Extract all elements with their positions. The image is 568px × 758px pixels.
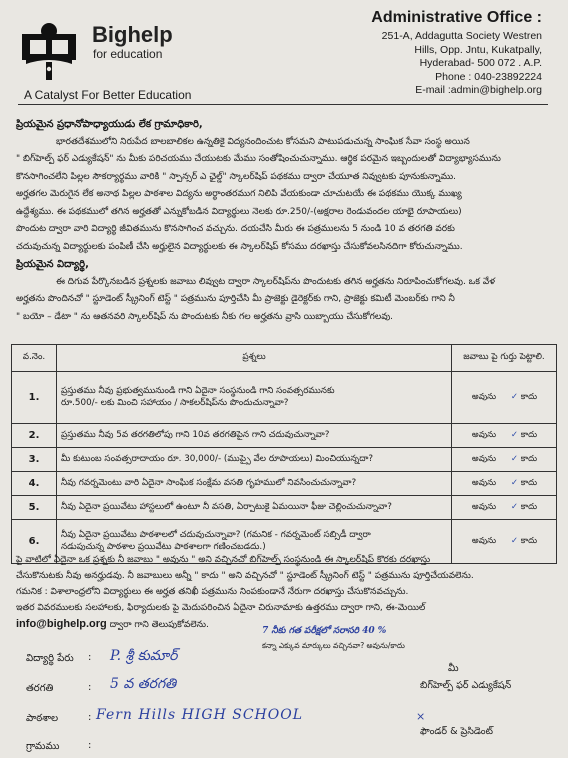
village-label: గ్రామము xyxy=(26,741,60,752)
colon: : xyxy=(88,740,92,751)
no-option xyxy=(504,392,544,404)
table-row xyxy=(12,424,557,448)
yes-option: అవును xyxy=(471,429,497,440)
check-mark-icon: ✓ xyxy=(510,429,519,440)
no-label: కాదు xyxy=(520,391,538,402)
no-label: కాదు xyxy=(520,535,538,546)
table-header-row xyxy=(12,345,557,372)
footer-line: ఇతర వివరములకు సలహాలకు, ఫిర్యాదులకు పై మెదుపరించిన ఏదైనా చిరునామాకు ఉత్తరము ద్వారా గాని, ఈ-మెయిల్ xyxy=(16,603,426,613)
row-question: ప్రస్తుతము నీవు 5వ తరగతిలోపు గాని 10వ తరగతిపైన గాని చదువుచున్నావా? xyxy=(57,424,452,448)
tagline: A Catalyst For Better Education xyxy=(24,88,192,102)
school-label: పాఠశాల xyxy=(26,713,59,724)
bighelp-logo xyxy=(18,20,80,82)
colon: : xyxy=(88,682,92,693)
class-label: తరగతి xyxy=(26,683,54,694)
footer-line: చేసుకొనుటకు నీవు అనర్హుడవు. నీ జవాబులు అన్నీ " కాదు " అని వచ్చినచో " స్టూడెంట్ స్క్రీనింగ్ టెస్ట్ " పత్రమును పూర్తిచేయవలెను. xyxy=(16,571,474,581)
address-line: Hills, Opp. Jntu, Kukatpally, xyxy=(414,43,542,56)
check-mark-icon: ✓ xyxy=(510,477,519,488)
office-title: Administrative Office : xyxy=(371,9,542,26)
row-number: 2. xyxy=(12,424,57,448)
colon: : xyxy=(88,652,92,663)
row-number: 5. xyxy=(12,496,57,520)
no-option xyxy=(504,430,544,442)
table-row xyxy=(12,372,557,424)
no-option xyxy=(504,502,544,514)
no-label: కాదు xyxy=(520,501,538,512)
phone: Phone : 040-23892224 xyxy=(435,70,542,83)
row-number: 4. xyxy=(12,472,57,496)
answer-cell[interactable] xyxy=(452,496,557,520)
yes-option: అవును xyxy=(471,477,497,488)
row-question: నీవు ఏదైనా ప్రయివేటు హాస్టలులో ఉంటూ నీ వసతి, ఏర్పాటుకై ఏమయినా ఫీజు చెల్లించుచున్నావా? xyxy=(57,496,452,520)
greeting-student: ప్రియమైన విద్యార్థి, xyxy=(16,259,89,270)
header-divider xyxy=(18,104,548,105)
letter-section-1 xyxy=(16,116,548,326)
brand-sub: for education xyxy=(93,47,163,61)
question-line: నీవు ఏదైనా ప్రయివేటు పాఠశాలలో చదువుచున్నావా? (గమనిక - గవర్నమెంట్ సబ్సిడీ ద్వారా xyxy=(61,529,371,540)
contact-suffix: ద్వారా గాని తెలుపుకోవలెను. xyxy=(109,620,209,630)
letter-line: ఈ దిగువ పేర్కొనబడిన ప్రశ్నలకు జవాబు లివ్వుట ద్వారా స్కాలర్‌షిప్‌ను పొందుటకు తగిన అర్హతను నిరూపించుకోగలవు. ఒక వేళ xyxy=(56,276,496,287)
question-line: నడుపుచున్న పాఠశాల ప్రయివేటు పాఠశాలగా గణించబడదు.) xyxy=(61,541,266,552)
letter-line: అర్హతగల మెరుగైన లేక అనాథ పిల్లల పాఠశాల విద్యను అర్థాంతరముగ నిలిపి వేయకుండా చూచుటయే ఈ పథకము యొక్క ముఖ్య xyxy=(16,189,462,199)
colon: : xyxy=(88,712,92,723)
yes-option: అవును xyxy=(471,391,497,402)
letter-line: పొందుట ద్వారా వారి విద్యార్థి జీవితమును కొనసాగించ వచ్చును. దయచేసి మీరు ఈ పత్రములను 5 నుండి 10 వ తరగతి వరకు xyxy=(16,224,455,234)
signature-mark: × xyxy=(416,710,426,723)
no-option xyxy=(504,478,544,490)
question-line: రూ.500/- లకు మించి సహాయం / సాకలర్‌షిప్‌ను పొందుచున్నావా? xyxy=(61,397,289,408)
no-label: కాదు xyxy=(520,477,538,488)
letter-line: కొనసాగించలేని పిల్లల సౌకర్యార్థము వారికి " స్పాన్సర్ ఎ ఛైల్డ్" స్కాలర్‌షిప్ పథకము ద్వారా చేయూత నివ్వుటకు పూనుకున్నాము. xyxy=(16,171,457,182)
row-question xyxy=(57,372,452,424)
handwritten-question: 7 నీకు గత పరీక్షలో సరాసరి 40 % xyxy=(262,626,387,636)
contact-email[interactable]: info@bighelp.org xyxy=(16,618,107,630)
answer-cell[interactable] xyxy=(452,472,557,496)
brand-name: Bighelp xyxy=(92,22,173,47)
address-line: 251-A, Addagutta Society Westren xyxy=(381,30,542,42)
footer-line: పై వాటిలో ఏదైనా ఒక ప్రశ్నకు నీ జవాబు " అవును " అని వచ్చినచో బిగ్‌హెల్ప్ సంస్థనుండి ఈ స్కాలర్‌షిప్ కొరకు దరఖాస్తు xyxy=(16,555,431,565)
row-number: 1. xyxy=(12,372,57,424)
yes-option: అవును xyxy=(471,535,497,546)
col-number: వ.నెం. xyxy=(12,345,57,372)
office-address xyxy=(382,30,542,98)
col-answer: జవాబు పై గుర్తు పెట్టాలి. xyxy=(452,345,557,372)
name-label: విద్యార్థి పేరు xyxy=(26,653,74,664)
table-row xyxy=(12,472,557,496)
col-question: ప్రశ్నలు xyxy=(57,345,452,372)
class-field[interactable]: 5 వ తరగతి xyxy=(110,676,177,692)
letter-line: " బిగ్‌హెల్ప్ ఫర్ ఎడ్యుకేషన్" ను మీకు పరిచయము చేయుటకు మేము సంతోషించుచున్నాము. ఆర్థిక పరమైన ఇబ్బందులతో విద్యాభ్యాసమును xyxy=(16,154,501,164)
letter-line: భారతదేశములోని నిరుపేద బాలబాలికల ఉన్నతికై విద్యనందించుట కోసమని పాటుపడుచున్న సాంఘిక సేవా సంస్థ అయిన xyxy=(56,136,470,147)
table-row xyxy=(12,496,557,520)
row-question: నీవు గవర్నమెంటు వారి ఏదైనా సాంఘిక సంక్షేమ వసతి గృహములో నివసించుచున్నావా? xyxy=(57,472,452,496)
sign-off-title: ఫౌండర్ & ప్రెసిడెంట్ xyxy=(420,726,493,737)
no-label: కాదు xyxy=(520,453,538,464)
answer-cell[interactable] xyxy=(452,372,557,424)
check-mark-icon: ✓ xyxy=(510,453,519,464)
row-number: 6. xyxy=(12,520,57,564)
marks-question: కన్నా ఎక్కువ మార్కులు వచ్చినవా? అవును/కాదు xyxy=(262,641,405,650)
name-field[interactable]: P. శ్రీ కుమార్ xyxy=(110,648,178,664)
address-line: Hyderabad- 500 072 . A.P. xyxy=(419,57,542,70)
row-number: 3. xyxy=(12,448,57,472)
footer-notes xyxy=(16,552,556,633)
check-mark-icon: ✓ xyxy=(510,535,519,546)
question-line: ప్రస్తుతము నీవు ప్రభుత్వమునుండి గాని ఏదైనా సంస్థనుండి గాని సంవత్సరమునకు xyxy=(61,385,335,396)
yes-option: అవును xyxy=(471,453,497,464)
letter-line: ఉద్దేశ్యము. ఈ పథకములో తగిన అర్హతతో ఎన్నుకోబడిన విద్యార్థులు నెలకు రూ.250/-(అక్షరాల రెండువందల యాభై రూపాయలు) xyxy=(16,206,462,217)
no-label: కాదు xyxy=(520,429,538,440)
eligibility-table xyxy=(11,344,557,564)
yes-option: అవును xyxy=(471,501,497,512)
footer-line: గమనిక : విశాలాంధ్రలోని విద్యార్థులు ఈ అర్హత తనిఖీ పత్రమును నింపకుండానే నేరుగా దరఖాస్తు చేసుకొనవచ్చును. xyxy=(16,587,409,597)
row-question: మీ కుటుంబ సంవత్సరాదాయం రూ. 30,000/- (ముప్పై వేల రూపాయలు) మించియున్నదా? xyxy=(57,448,452,472)
school-field[interactable]: Fern Hills HIGH SCHOOL xyxy=(96,707,304,723)
letter-line: అర్హతను పొందినచో " స్టూడెంట్ స్క్రీనింగ్ టెస్ట్ " పత్రమును పూర్తిచేసి మీ ప్రాజెక్టు డైరెక్టర్‌కు గాని, ప్రాజెక్టు కమిటీ మెంబర్‌కు గాని నీ xyxy=(16,294,455,304)
answer-cell[interactable] xyxy=(452,448,557,472)
letter-line: చదువుచున్న విద్యార్థులకు పంపిణీ చేసి అర్హులైన విద్యార్థులకు ఈ స్కాలర్‌షిప్ కోసము దరఖాస్తు చేసుకోవలసినదిగా కోరుచున్నాము. xyxy=(16,241,463,252)
sign-off-org: బిగ్‌హెల్ప్ ఫర్ ఎడ్యుకేషన్ xyxy=(420,680,512,691)
answer-cell[interactable] xyxy=(452,424,557,448)
check-mark-icon: ✓ xyxy=(510,391,519,402)
greeting-headmaster: ప్రియమైన ప్రధానోపాధ్యాయుడు లేక గ్రామాధికారి, xyxy=(16,119,203,130)
table-row xyxy=(12,448,557,472)
check-mark-icon: ✓ xyxy=(510,501,519,512)
letter-line: " బయో – డేటా " ను ఆతనవరి స్కాలర్‌షిప్ ను పొందుటకు నీకు గల అర్హతను వ్రాసి యిబ్బాయు చేసుకోగలవు. xyxy=(16,311,394,322)
sign-off-yours: మీ xyxy=(448,663,459,674)
no-option xyxy=(504,536,544,548)
no-option xyxy=(504,454,544,466)
email: E-mail :admin@bighelp.org xyxy=(415,84,542,97)
